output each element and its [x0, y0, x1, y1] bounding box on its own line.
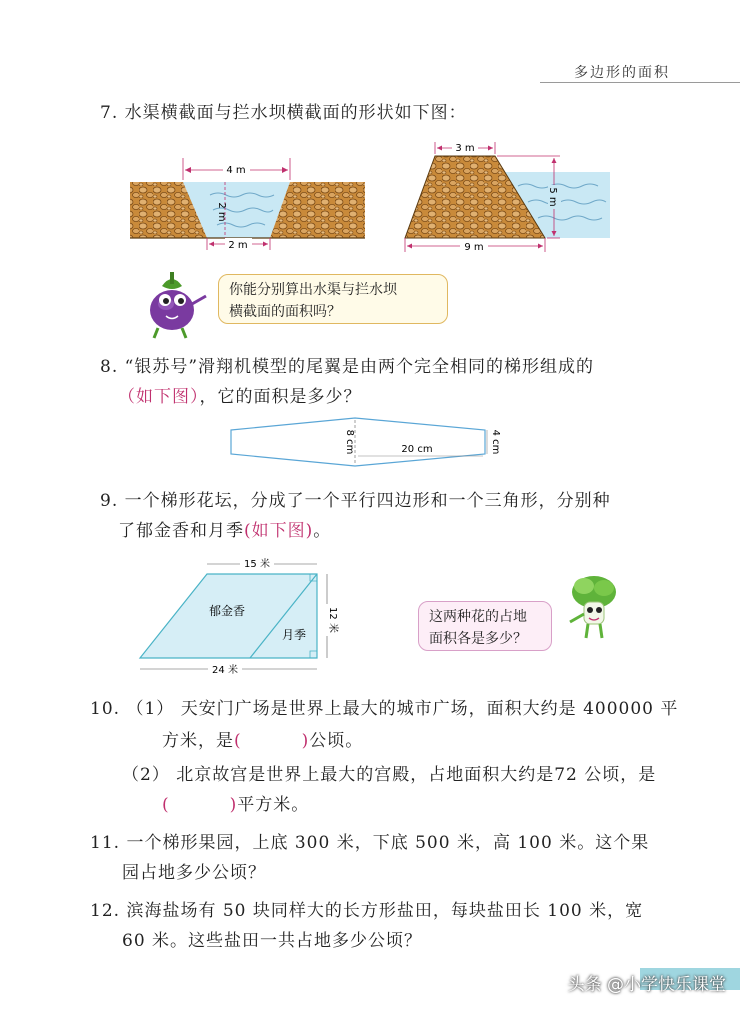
- hint-speech-bubble: [218, 274, 448, 324]
- watermark: 头条 @小学快乐课堂: [567, 975, 726, 995]
- dam-top-width-label: 3 m: [455, 143, 475, 154]
- wing-right-height-label: 4 cm: [490, 429, 501, 455]
- bubble-line: 横截面的面积吗？: [229, 304, 341, 320]
- bed-top-label: 15 米: [244, 559, 270, 570]
- question-number: 8.: [100, 357, 119, 377]
- canal-depth-label: 2 m: [216, 202, 227, 222]
- question-number: 11.: [90, 833, 121, 853]
- question-8: [100, 352, 594, 382]
- dam-bottom-width-label: 9 m: [464, 242, 484, 253]
- question-text: 了郁金香和月季: [118, 521, 244, 541]
- question-text: 。: [313, 521, 332, 541]
- tulip-region-label: 郁金香: [208, 604, 246, 618]
- wing-length-label: 20 cm: [401, 444, 433, 455]
- question-text: ，它的面积是多少？: [199, 387, 362, 407]
- question-text: 水渠横截面与拦水坝横截面的形状如下图：: [124, 103, 467, 123]
- wing-left-height-label: 8 cm: [344, 429, 355, 455]
- answer-blank-open: (: [234, 731, 242, 751]
- question-12-line-2: [122, 926, 422, 956]
- question-text: “银苏号”滑翔机模型的尾翼是由两个完全相同的梯形组成的: [124, 357, 595, 377]
- question-text: 方米，是: [162, 731, 234, 751]
- hint-speech-bubble: [418, 601, 552, 651]
- question-11-line-2: [122, 858, 266, 888]
- answer-blank-open: (: [162, 795, 170, 815]
- dam-height-label: 5 m: [547, 187, 558, 207]
- canal-bottom-width-label: 2 m: [228, 240, 248, 251]
- question-number: 7.: [100, 103, 119, 123]
- answer-blank-close: ): [301, 731, 310, 751]
- canal-top-width-label: 4 m: [226, 165, 246, 176]
- question-text: 60 米。这些盐田一共占地多少公顷？: [122, 931, 423, 951]
- cabbage-mascot-icon: [556, 572, 626, 644]
- question-8-line-2: [118, 382, 362, 412]
- bubble-line: 面积各是多少？: [429, 631, 527, 647]
- question-text: 一个梯形果园，上底 300 米，下底 500 米，高 100 米。这个果: [126, 833, 650, 853]
- question-text: 北京故宫是世界上最大的宫殿，占地面积大约是72 公顷，是: [176, 765, 657, 785]
- flower-bed-figure: [132, 552, 352, 682]
- dam-cross-section-figure: [400, 138, 615, 256]
- question-number: 10.: [90, 699, 121, 719]
- page-header-title: 多边形的面积: [574, 65, 670, 81]
- part-label: （2）: [122, 765, 170, 785]
- question-7: [100, 98, 467, 128]
- bed-bottom-label: 24 米: [212, 665, 238, 676]
- question-text: 滨海盐场有 50 块同样大的长方形盐田，每块盐田长 100 米，宽: [126, 901, 644, 921]
- question-text: 平方米。: [237, 795, 310, 815]
- eggplant-mascot-icon: [132, 264, 212, 340]
- question-9-line-2: [118, 516, 331, 546]
- question-10-part-1-line-2: [162, 726, 363, 756]
- part-label: （1）: [126, 699, 175, 719]
- question-number: 9.: [100, 491, 119, 511]
- bubble-line: 这两种花的占地: [429, 609, 527, 625]
- question-10-part-2-line-2: [162, 790, 309, 820]
- question-text: 天安门广场是世界上最大的城市广场，面积大约是 400000 平: [180, 699, 679, 719]
- tail-wing-figure: [225, 412, 505, 468]
- rose-region-label: 月季: [281, 628, 307, 642]
- question-10: [90, 694, 678, 724]
- bed-height-label: 12 米: [327, 607, 338, 633]
- answer-blank-close: ): [229, 795, 238, 815]
- figure-reference: (如下图): [244, 521, 314, 541]
- question-9: [100, 486, 611, 516]
- bubble-line: 你能分别算出水渠与拦水坝: [229, 282, 397, 298]
- header-rule: [540, 82, 740, 83]
- figure-reference: （如下图）: [118, 387, 200, 407]
- question-number: 12.: [90, 901, 121, 921]
- canal-cross-section-figure: [125, 150, 370, 255]
- question-11: [90, 828, 649, 858]
- question-text: 一个梯形花坛，分成了一个平行四边形和一个三角形，分别种: [124, 491, 611, 511]
- question-12: [90, 896, 643, 926]
- question-text: 公顷。: [309, 731, 364, 751]
- question-text: 园占地多少公顷？: [122, 863, 266, 883]
- question-10-part-2: [122, 760, 656, 790]
